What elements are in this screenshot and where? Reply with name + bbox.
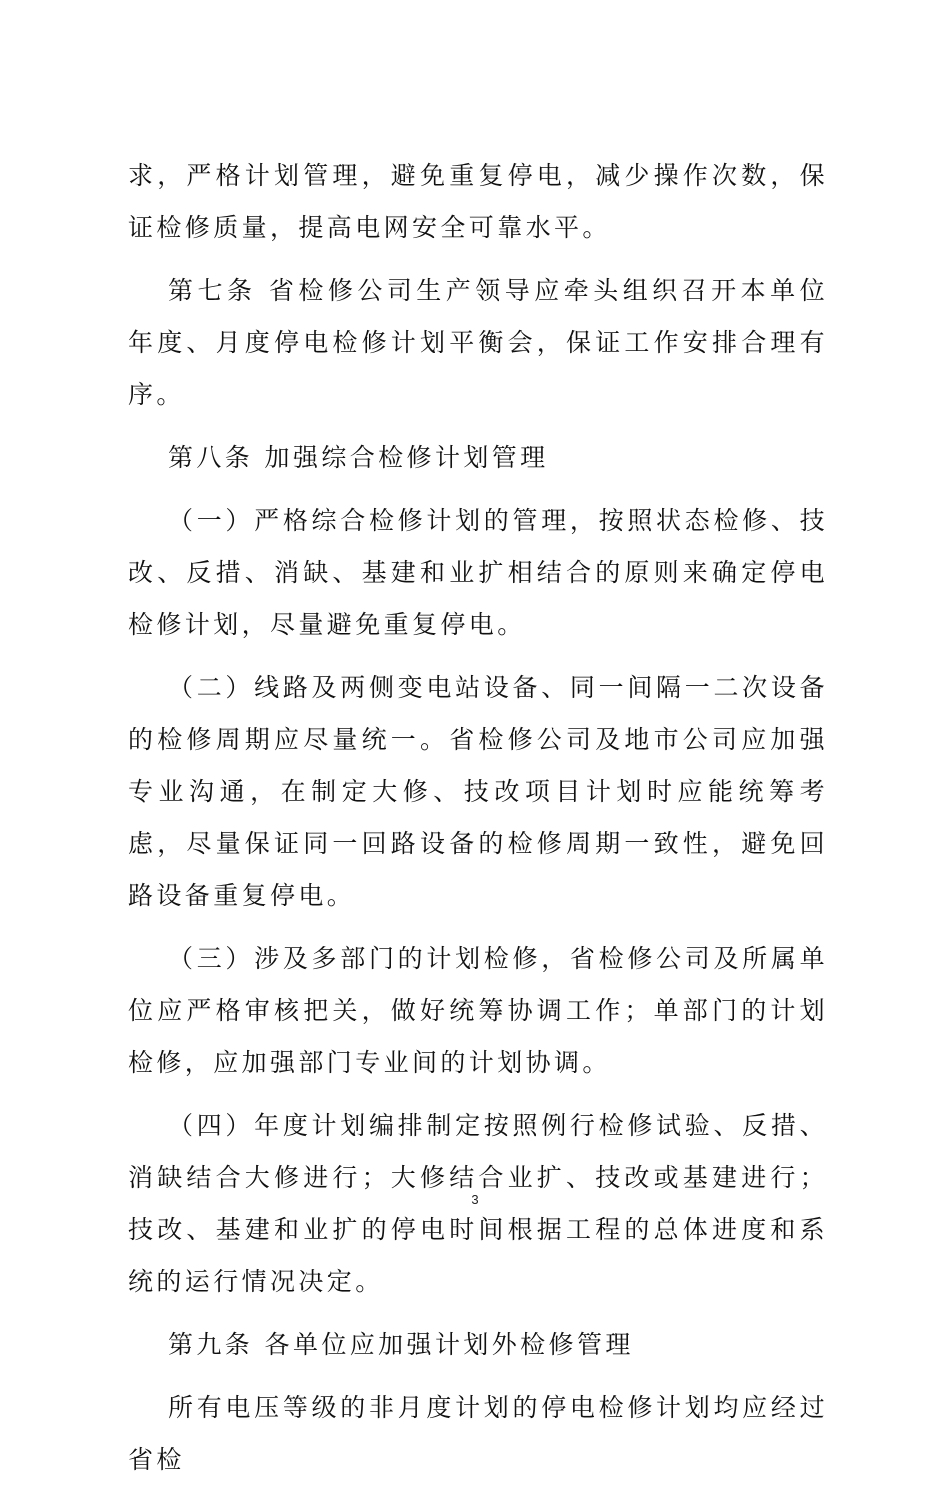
article-8-item-2: （二）线路及两侧变电站设备、同一间隔一二次设备的检修周期应尽量统一。省检修公司及地市公司应加强专业沟通，在制定大修、技改项目计划时应能统筹考虑，尽量保证同一回路设备的检修周期一致性，避免回路设备重复停电。	[128, 673, 828, 910]
article-8-item-4: （四）年度计划编排制定按照例行检修试验、反措、消缺结合大修进行；大修结合业扩、技改或基建进行；技改、基建和业扩的停电时间根据工程的总体进度和系统的运行情况决定。	[128, 1111, 828, 1296]
article-9-heading: 第九条 各单位应加强计划外检修管理	[168, 1330, 634, 1359]
paragraph-continuation: 求，严格计划管理，避免重复停电，减少操作次数，保证检修质量，提高电网安全可靠水平。	[128, 161, 828, 242]
article-8-item-1: （一）严格综合检修计划的管理，按照状态检修、技改、反措、消缺、基建和业扩相结合的原则来确定停电检修计划，尽量避免重复停电。	[128, 506, 828, 639]
article-8-item-3: （三）涉及多部门的计划检修，省检修公司及所属单位应严格审核把关，做好统筹协调工作；单部门的计划检修，应加强部门专业间的计划协调。	[128, 944, 828, 1077]
article-8-heading: 第八条 加强综合检修计划管理	[168, 443, 549, 472]
document-body	[128, 150, 828, 1497]
article-9-paragraph: 所有电压等级的非月度计划的停电检修计划均应经过省检	[128, 1393, 828, 1474]
page-number: 3	[471, 1192, 479, 1207]
article-7-paragraph: 第七条 省检修公司生产领导应牵头组织召开本单位年度、月度停电检修计划平衡会，保证工作安排合理有序。	[128, 276, 828, 409]
